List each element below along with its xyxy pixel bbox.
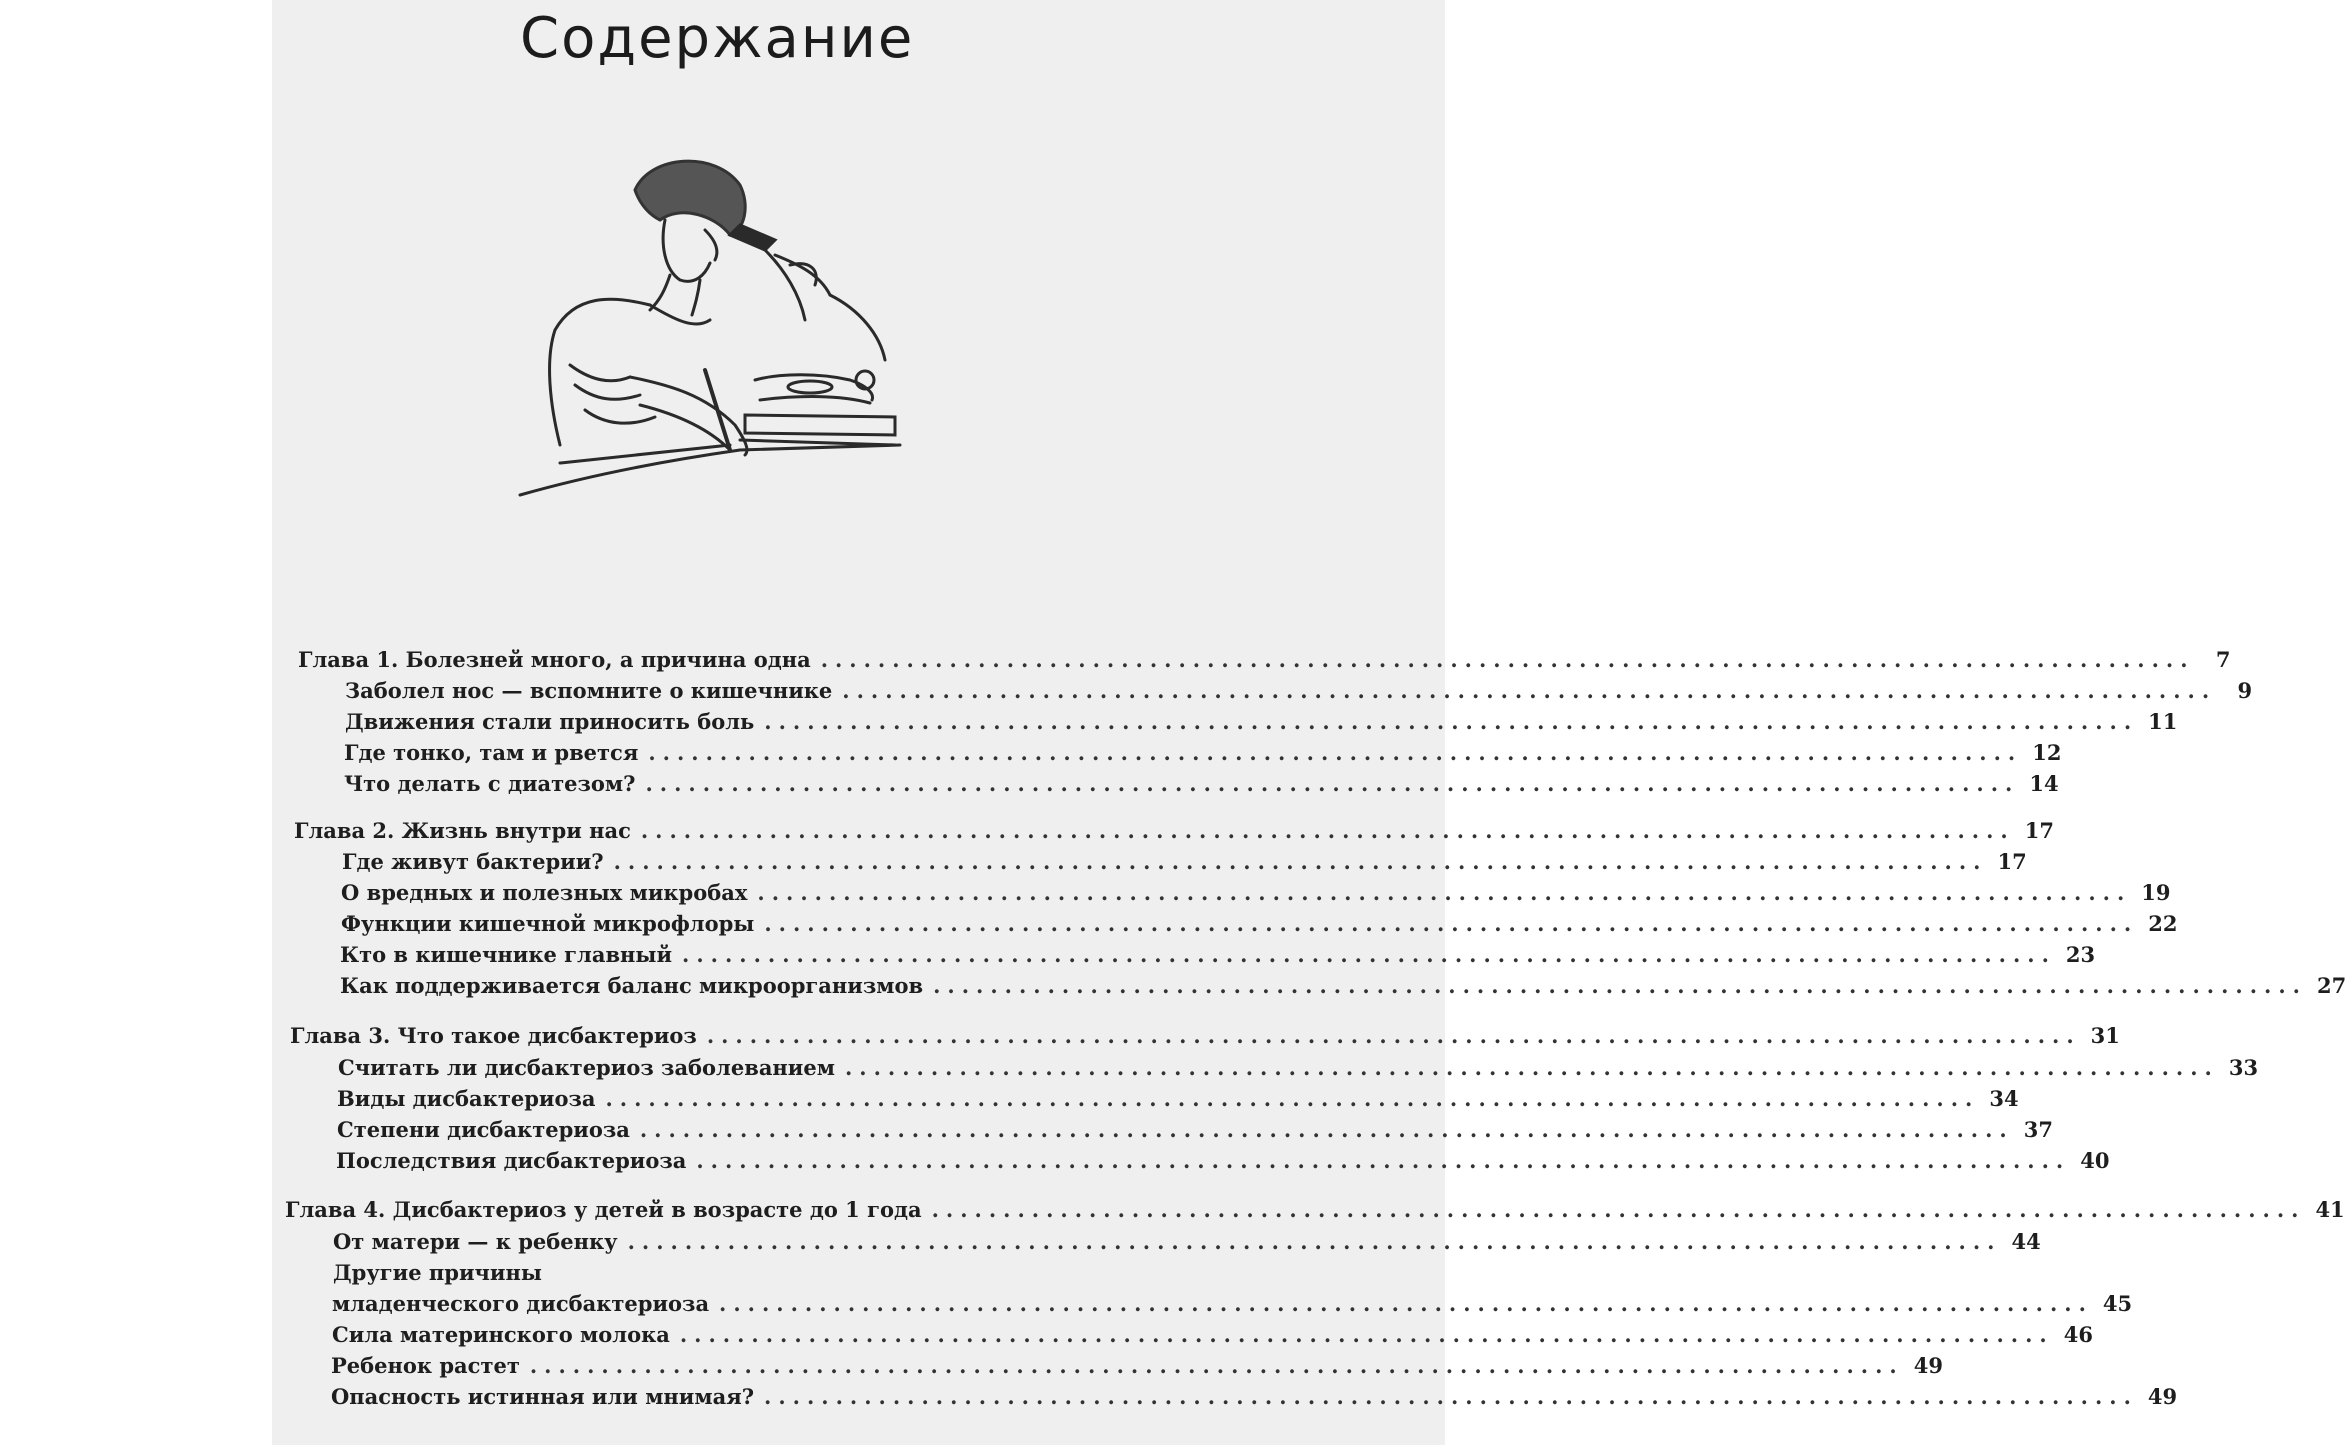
toc-section[interactable]: О вредных и полезных микробах ................................................................................................ 19 bbox=[341, 878, 1130, 908]
toc-section[interactable]: От матери — к ребенку ................................................................................................ 44 bbox=[333, 1227, 1126, 1257]
dot-leader: ................................................................................................ bbox=[679, 1322, 2054, 1347]
page-number: 34 bbox=[1989, 1086, 2019, 1111]
page-number: 19 bbox=[2141, 880, 2171, 905]
dot-leader: ................................................................................................ bbox=[844, 1055, 2219, 1080]
dot-leader: ................................................................................................ bbox=[931, 1197, 2306, 1222]
dot-leader: ................................................................................................ bbox=[933, 973, 2307, 998]
toc-section[interactable]: Заболел нос — вспомните о кишечнике ................................................................................................ 9 bbox=[345, 676, 1130, 706]
toc-section[interactable]: Что делать с диатезом? ................................................................................................ 14 bbox=[344, 769, 1130, 799]
toc-chapter-3[interactable]: Глава 3. Что такое дисбактериоз ................................................................................................ 31 bbox=[290, 1021, 1128, 1051]
dot-leader: ................................................................................................ bbox=[719, 1291, 2093, 1316]
toc-section[interactable]: Считать ли дисбактериоз заболеванием ................................................................................................ 33 bbox=[338, 1053, 1128, 1083]
page-number: 41 bbox=[2315, 1197, 2345, 1222]
toc-section[interactable]: Как поддерживается баланс микроорганизмов ................................................................................................ 27 bbox=[340, 971, 1130, 1001]
toc-chapter-2[interactable]: Глава 2. Жизнь внутри нас ................................................................................................ 17 bbox=[294, 816, 1130, 846]
page-number: 44 bbox=[2011, 1229, 2041, 1254]
page-number: 11 bbox=[2148, 709, 2178, 734]
toc-section[interactable]: Последствия дисбактериоза ................................................................................................ 40 bbox=[336, 1146, 1128, 1176]
page-number: 46 bbox=[2063, 1322, 2093, 1347]
page-number: 31 bbox=[2090, 1023, 2120, 1048]
dot-leader: ................................................................................................ bbox=[820, 647, 2195, 672]
toc-section[interactable]: Движения стали приносить боль ................................................................................................ 11 bbox=[345, 707, 1130, 737]
page-number: 23 bbox=[2065, 942, 2096, 967]
page-number: 7 bbox=[2215, 647, 2231, 672]
page-number: 12 bbox=[2032, 740, 2062, 765]
toc-section[interactable]: Другие причины bbox=[333, 1260, 542, 1285]
page-title: Содержание bbox=[520, 6, 915, 71]
dot-leader: ................................................................................................ bbox=[640, 818, 2015, 843]
toc-section[interactable]: Ребенок растет ................................................................................................ 49 bbox=[331, 1351, 1126, 1381]
dot-leader: ................................................................................................ bbox=[529, 1353, 1904, 1378]
dot-leader: ................................................................................................ bbox=[764, 1384, 2138, 1409]
page-number: 27 bbox=[2316, 973, 2346, 998]
dot-leader: ................................................................................................ bbox=[842, 678, 2217, 703]
toc-section[interactable]: Кто в кишечнике главный ................................................................................................ 23 bbox=[340, 940, 1130, 970]
page-number: 17 bbox=[1997, 849, 2027, 874]
toc-chapter-4[interactable]: Глава 4. Дисбактериоз у детей в возрасте до 1 года ................................................................................................ 41 bbox=[285, 1195, 1126, 1225]
toc-section[interactable]: младенческого дисбактериоза ................................................................................................ 45 bbox=[332, 1289, 1126, 1319]
dot-leader: ................................................................................................ bbox=[764, 911, 2139, 936]
page-number: 49 bbox=[1913, 1353, 1943, 1378]
toc-section[interactable]: Функции кишечной микрофлоры ................................................................................................ 22 bbox=[341, 909, 1130, 939]
toc-chapter-1[interactable]: Глава 1. Болезней много, а причина одна ................................................................................................ 7 bbox=[298, 645, 1130, 675]
dot-leader: ................................................................................................ bbox=[639, 1117, 2014, 1142]
toc-section[interactable]: Где живут бактерии? ................................................................................................ 17 bbox=[342, 847, 1130, 877]
dot-leader: ................................................................................................ bbox=[696, 1148, 2071, 1173]
page-number: 14 bbox=[2029, 771, 2059, 796]
toc-section[interactable]: Опасность истинная или мнимая? ................................................................................................ 49 bbox=[331, 1382, 1126, 1412]
dot-leader: ................................................................................................ bbox=[645, 771, 2020, 796]
page-number: 49 bbox=[2147, 1384, 2178, 1409]
page-number: 33 bbox=[2228, 1055, 2259, 1080]
dot-leader: ................................................................................................ bbox=[627, 1229, 2002, 1254]
page-number: 9 bbox=[2237, 678, 2253, 703]
toc-section[interactable]: Сила материнского молока ................................................................................................ 46 bbox=[332, 1320, 1126, 1350]
page-number: 40 bbox=[2080, 1148, 2110, 1173]
page-number: 17 bbox=[2024, 818, 2054, 843]
dot-leader: ................................................................................................ bbox=[764, 709, 2139, 734]
dot-leader: ................................................................................................ bbox=[605, 1086, 1980, 1111]
dot-leader: ................................................................................................ bbox=[757, 880, 2132, 905]
page-number: 45 bbox=[2102, 1291, 2133, 1316]
page-number: 22 bbox=[2148, 911, 2178, 936]
dot-leader: ................................................................................................ bbox=[648, 740, 2023, 765]
toc-section[interactable]: Где тонко, там и рвется ................................................................................................ 12 bbox=[344, 738, 1130, 768]
page-number: 37 bbox=[2023, 1117, 2053, 1142]
toc-section[interactable]: Виды дисбактериоза ................................................................................................ 34 bbox=[337, 1084, 1128, 1114]
toc-section[interactable]: Степени дисбактериоза ................................................................................................ 37 bbox=[337, 1115, 1128, 1145]
dot-leader: ................................................................................................ bbox=[706, 1023, 2081, 1048]
dot-leader: ................................................................................................ bbox=[613, 849, 1988, 874]
dot-leader: ................................................................................................ bbox=[682, 942, 2056, 967]
